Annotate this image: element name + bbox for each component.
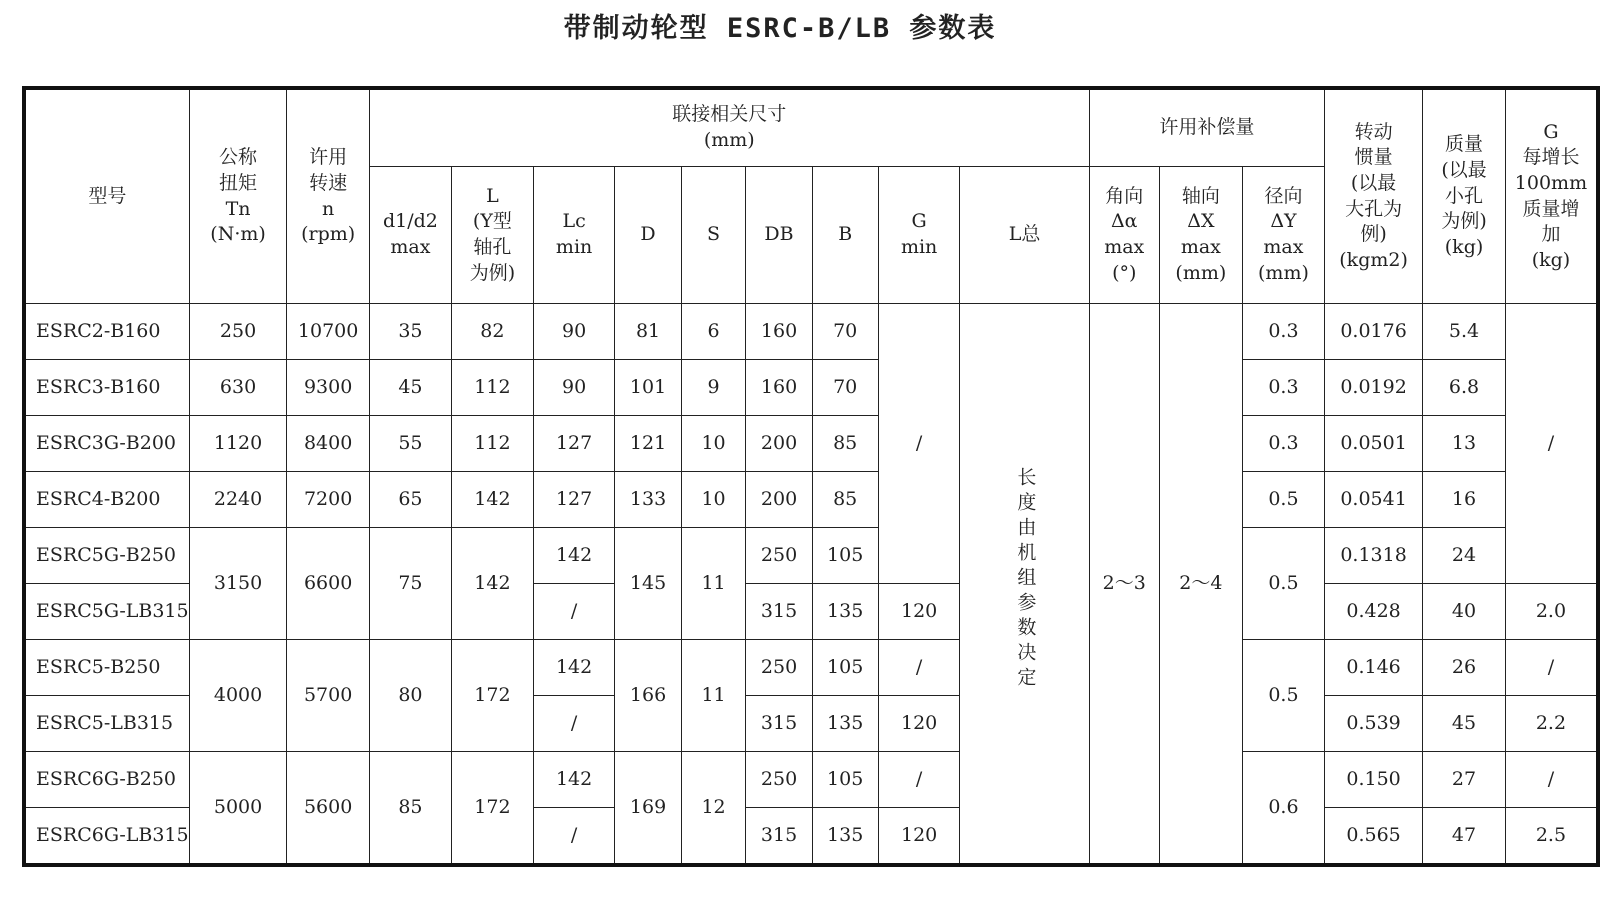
- cell-torque: 5000: [189, 752, 287, 866]
- cell-l: 142: [452, 528, 534, 640]
- cell-model: ESRC5-B250: [24, 640, 189, 696]
- header-angular: 角向 Δα max (°): [1089, 167, 1159, 304]
- cell-DB: 250: [746, 640, 812, 696]
- cell-S: 6: [681, 304, 746, 360]
- cell-B: 70: [812, 360, 878, 416]
- header-DB: DB: [746, 167, 812, 304]
- cell-radial: 0.6: [1242, 752, 1324, 866]
- cell-speed: 5700: [287, 640, 369, 752]
- cell-l: 172: [452, 640, 534, 752]
- cell-g-min: 120: [878, 696, 960, 752]
- cell-torque: 250: [189, 304, 287, 360]
- cell-model: ESRC3-B160: [24, 360, 189, 416]
- header-radial: 径向 ΔY max (mm): [1242, 167, 1324, 304]
- cell-model: ESRC5G-B250: [24, 528, 189, 584]
- cell-DB: 200: [746, 472, 812, 528]
- cell-B: 135: [812, 808, 878, 866]
- cell-inertia: 0.0192: [1325, 360, 1423, 416]
- table-row: [24, 360, 1598, 416]
- cell-S: 9: [681, 360, 746, 416]
- cell-D: 121: [615, 416, 681, 472]
- cell-g-min: /: [878, 752, 960, 808]
- parameter-table: [22, 86, 1600, 867]
- cell-B: 85: [812, 416, 878, 472]
- header-l: L (Y型 轴孔 为例): [452, 167, 534, 304]
- cell-radial: 0.5: [1242, 528, 1324, 640]
- cell-model: ESRC5G-LB315: [24, 584, 189, 640]
- cell-D: 145: [615, 528, 681, 640]
- cell-g-mass-increase: /: [1505, 752, 1598, 808]
- cell-DB: 160: [746, 360, 812, 416]
- cell-torque: 630: [189, 360, 287, 416]
- cell-l: 172: [452, 752, 534, 866]
- cell-inertia: 0.0541: [1325, 472, 1423, 528]
- cell-lc-min: 142: [533, 752, 615, 808]
- cell-lc-min: /: [533, 808, 615, 866]
- cell-axial: 2～4: [1159, 304, 1242, 866]
- header-inertia: 转动 惯量 (以最 大孔为 例) (kgm2): [1325, 88, 1423, 304]
- cell-speed: 6600: [287, 528, 369, 640]
- cell-lc-min: 142: [533, 528, 615, 584]
- cell-B: 105: [812, 640, 878, 696]
- header-S: S: [681, 167, 746, 304]
- cell-DB: 315: [746, 808, 812, 866]
- cell-lc-min: 127: [533, 416, 615, 472]
- cell-d-max: 75: [369, 528, 451, 640]
- cell-speed: 10700: [287, 304, 369, 360]
- cell-DB: 250: [746, 528, 812, 584]
- cell-B: 135: [812, 696, 878, 752]
- header-G: G min: [878, 167, 960, 304]
- cell-S: 10: [681, 416, 746, 472]
- cell-inertia: 0.565: [1325, 808, 1423, 866]
- cell-D: 166: [615, 640, 681, 752]
- cell-DB: 160: [746, 304, 812, 360]
- cell-inertia: 0.1318: [1325, 528, 1423, 584]
- cell-B: 105: [812, 528, 878, 584]
- cell-d-max: 65: [369, 472, 451, 528]
- cell-d-max: 35: [369, 304, 451, 360]
- cell-mass: 13: [1423, 416, 1506, 472]
- cell-DB: 200: [746, 416, 812, 472]
- table-row: [24, 640, 1598, 696]
- cell-model: ESRC5-LB315: [24, 696, 189, 752]
- cell-torque: 1120: [189, 416, 287, 472]
- cell-l: 112: [452, 360, 534, 416]
- cell-torque: 3150: [189, 528, 287, 640]
- cell-mass: 47: [1423, 808, 1506, 866]
- cell-model: ESRC2-B160: [24, 304, 189, 360]
- cell-mass: 40: [1423, 584, 1506, 640]
- cell-d-max: 45: [369, 360, 451, 416]
- cell-g-min: 120: [878, 808, 960, 866]
- cell-g-mass-increase: 2.5: [1505, 808, 1598, 866]
- cell-D: 101: [615, 360, 681, 416]
- header-D: D: [615, 167, 681, 304]
- header-axial: 轴向 ΔX max (mm): [1159, 167, 1242, 304]
- cell-lc-min: /: [533, 584, 615, 640]
- cell-D: 133: [615, 472, 681, 528]
- cell-l: 112: [452, 416, 534, 472]
- cell-lc-min: 90: [533, 304, 615, 360]
- cell-model: ESRC3G-B200: [24, 416, 189, 472]
- cell-B: 105: [812, 752, 878, 808]
- cell-inertia: 0.0176: [1325, 304, 1423, 360]
- cell-S: 10: [681, 472, 746, 528]
- cell-g-min: 120: [878, 584, 960, 640]
- cell-DB: 315: [746, 584, 812, 640]
- cell-inertia: 0.146: [1325, 640, 1423, 696]
- cell-inertia: 0.150: [1325, 752, 1423, 808]
- page-title: 带制动轮型 ESRC-B/LB 参数表: [563, 13, 997, 44]
- cell-g-mass-increase: /: [1505, 304, 1598, 584]
- cell-radial: 0.3: [1242, 304, 1324, 360]
- cell-radial: 0.5: [1242, 640, 1324, 752]
- table-row: [24, 752, 1598, 808]
- cell-inertia: 0.0501: [1325, 416, 1423, 472]
- cell-D: 169: [615, 752, 681, 866]
- table-row: [24, 416, 1598, 472]
- cell-S: 11: [681, 528, 746, 640]
- header-mass: 质量 (以最 小孔 为例) (kg): [1423, 88, 1506, 304]
- cell-speed: 9300: [287, 360, 369, 416]
- cell-g-min: /: [878, 304, 960, 584]
- cell-DB: 315: [746, 696, 812, 752]
- cell-B: 135: [812, 584, 878, 640]
- cell-mass: 45: [1423, 696, 1506, 752]
- cell-S: 11: [681, 640, 746, 752]
- cell-lc-min: 127: [533, 472, 615, 528]
- cell-model: ESRC6G-B250: [24, 752, 189, 808]
- header-connection-dimensions: 联接相关尺寸 (mm): [369, 88, 1089, 167]
- header-torque: 公称 扭矩 Tn (N·m): [189, 88, 287, 304]
- cell-model: ESRC6G-LB315: [24, 808, 189, 866]
- cell-mass: 6.8: [1423, 360, 1506, 416]
- cell-inertia: 0.539: [1325, 696, 1423, 752]
- cell-mass: 26: [1423, 640, 1506, 696]
- cell-d-max: 55: [369, 416, 451, 472]
- cell-lc-min: /: [533, 696, 615, 752]
- cell-D: 81: [615, 304, 681, 360]
- cell-lc-min: 90: [533, 360, 615, 416]
- cell-d-max: 85: [369, 752, 451, 866]
- cell-torque: 2240: [189, 472, 287, 528]
- cell-mass: 5.4: [1423, 304, 1506, 360]
- cell-mass: 24: [1423, 528, 1506, 584]
- cell-angular: 2～3: [1089, 304, 1159, 866]
- cell-d-max: 80: [369, 640, 451, 752]
- l-total-note: 长度由机组参数决定: [1014, 467, 1037, 693]
- cell-lc-min: 142: [533, 640, 615, 696]
- cell-model: ESRC4-B200: [24, 472, 189, 528]
- table-row: [24, 528, 1598, 584]
- header-g-mass-increase: G 每增长 100mm 质量增 加 (kg): [1505, 88, 1598, 304]
- cell-g-mass-increase: 2.0: [1505, 584, 1598, 640]
- cell-speed: 8400: [287, 416, 369, 472]
- header-compensation: 许用补偿量: [1089, 88, 1324, 167]
- cell-speed: 7200: [287, 472, 369, 528]
- header-speed: 许用 转速 n (rpm): [287, 88, 369, 304]
- cell-torque: 4000: [189, 640, 287, 752]
- cell-l: 82: [452, 304, 534, 360]
- cell-g-mass-increase: 2.2: [1505, 696, 1598, 752]
- table-row: [24, 304, 1598, 360]
- header-model: 型号: [24, 88, 189, 304]
- cell-radial: 0.3: [1242, 360, 1324, 416]
- header-L-total: L总: [960, 167, 1089, 304]
- header-d: d1/d2 max: [369, 167, 451, 304]
- cell-B: 85: [812, 472, 878, 528]
- cell-speed: 5600: [287, 752, 369, 866]
- cell-inertia: 0.428: [1325, 584, 1423, 640]
- table-body: [24, 304, 1598, 866]
- table-row: [24, 472, 1598, 528]
- cell-DB: 250: [746, 752, 812, 808]
- cell-mass: 27: [1423, 752, 1506, 808]
- cell-S: 12: [681, 752, 746, 866]
- header-lc: Lc min: [533, 167, 615, 304]
- cell-radial: 0.3: [1242, 416, 1324, 472]
- cell-g-min: /: [878, 640, 960, 696]
- cell-g-mass-increase: /: [1505, 640, 1598, 696]
- cell-B: 70: [812, 304, 878, 360]
- header-B: B: [812, 167, 878, 304]
- cell-l: 142: [452, 472, 534, 528]
- cell-mass: 16: [1423, 472, 1506, 528]
- cell-radial: 0.5: [1242, 472, 1324, 528]
- cell-l-total: [960, 304, 1089, 866]
